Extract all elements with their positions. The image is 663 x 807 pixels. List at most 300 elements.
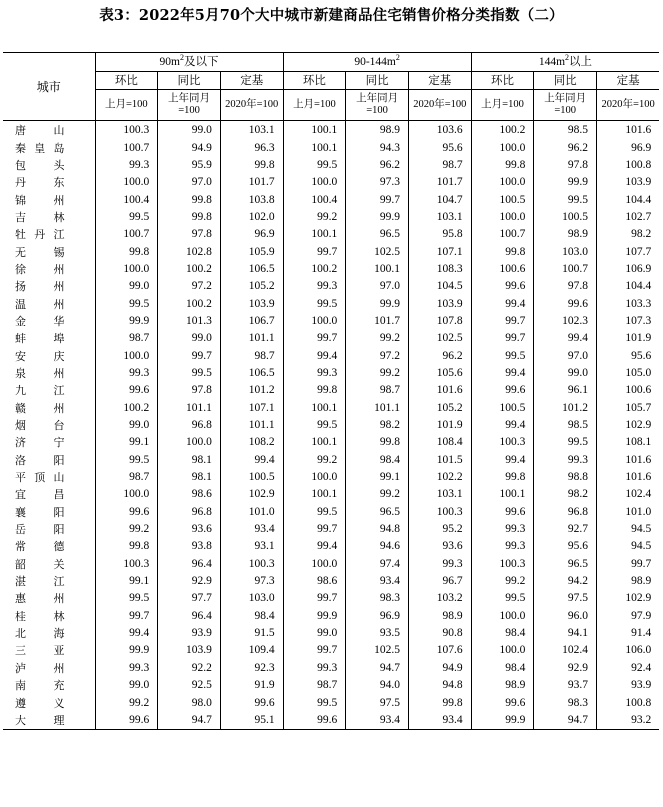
index-value-cell: 100.2: [158, 295, 221, 312]
index-value-cell: 99.5: [283, 157, 346, 174]
base-header-mom: 上月=100: [283, 90, 346, 121]
index-value-cell: 99.1: [346, 469, 409, 486]
city-name-cell: 扬州: [3, 278, 95, 295]
index-value-cell: 105.2: [408, 400, 471, 417]
index-value-cell: 94.5: [597, 538, 660, 555]
city-name-cell: 宜昌: [3, 486, 95, 503]
index-value-cell: 97.0: [158, 174, 221, 191]
index-value-cell: 99.2: [95, 521, 158, 538]
sub-header-yoy: 同比: [346, 72, 409, 90]
index-value-cell: 96.9: [597, 139, 660, 156]
index-value-cell: 104.7: [408, 191, 471, 208]
table-row: [3, 694, 659, 711]
table-header: [3, 53, 659, 121]
city-name-cell: 九江: [3, 382, 95, 399]
index-value-cell: 103.2: [408, 590, 471, 607]
index-value-cell: 103.0: [534, 243, 597, 260]
table-row: [3, 504, 659, 521]
index-value-cell: 107.1: [408, 243, 471, 260]
index-value-cell: 93.2: [597, 712, 660, 730]
index-value-cell: 93.4: [220, 521, 283, 538]
index-value-cell: 99.3: [95, 660, 158, 677]
index-value-cell: 107.3: [597, 313, 660, 330]
index-value-cell: 95.9: [158, 157, 221, 174]
index-value-cell: 106.9: [597, 261, 660, 278]
city-name-cell: 赣州: [3, 400, 95, 417]
city-name-cell: 温州: [3, 295, 95, 312]
index-value-cell: 99.3: [95, 157, 158, 174]
index-value-cell: 92.9: [158, 573, 221, 590]
index-value-cell: 103.1: [408, 486, 471, 503]
index-value-cell: 99.8: [220, 157, 283, 174]
index-value-cell: 100.3: [408, 504, 471, 521]
index-value-cell: 100.0: [471, 642, 534, 659]
index-value-cell: 108.4: [408, 434, 471, 451]
index-value-cell: 99.6: [534, 295, 597, 312]
table-row: [3, 677, 659, 694]
index-value-cell: 95.8: [408, 226, 471, 243]
index-value-cell: 100.3: [220, 556, 283, 573]
city-name-cell: 南充: [3, 677, 95, 694]
index-value-cell: 101.1: [158, 400, 221, 417]
index-value-cell: 102.7: [597, 209, 660, 226]
index-value-cell: 99.0: [158, 330, 221, 347]
sub-header-fixed-base: 定基: [597, 72, 660, 90]
city-name-cell: 惠州: [3, 590, 95, 607]
index-value-cell: 96.2: [534, 139, 597, 156]
index-value-cell: 99.4: [471, 417, 534, 434]
index-value-cell: 99.9: [534, 174, 597, 191]
index-value-cell: 97.0: [534, 347, 597, 364]
index-value-cell: 99.6: [95, 712, 158, 730]
index-value-cell: 98.1: [158, 469, 221, 486]
index-value-cell: 102.3: [534, 313, 597, 330]
index-value-cell: 105.7: [597, 400, 660, 417]
index-value-cell: 99.7: [283, 521, 346, 538]
index-value-cell: 96.4: [158, 556, 221, 573]
city-name-cell: 丹东: [3, 174, 95, 191]
index-value-cell: 97.9: [597, 608, 660, 625]
index-value-cell: 103.9: [220, 295, 283, 312]
index-value-cell: 101.2: [220, 382, 283, 399]
index-value-cell: 100.3: [471, 434, 534, 451]
index-value-cell: 100.2: [95, 400, 158, 417]
index-value-cell: 99.0: [95, 677, 158, 694]
index-value-cell: 99.5: [95, 590, 158, 607]
index-value-cell: 106.5: [220, 365, 283, 382]
table-row: [3, 295, 659, 312]
index-value-cell: 101.0: [220, 504, 283, 521]
city-name-cell: 平顶山: [3, 469, 95, 486]
index-value-cell: 99.2: [471, 573, 534, 590]
table-row: [3, 608, 659, 625]
index-value-cell: 98.7: [408, 157, 471, 174]
index-value-cell: 100.6: [471, 261, 534, 278]
city-name-cell: 洛阳: [3, 452, 95, 469]
price-index-table-container: [3, 52, 659, 730]
table-row: [3, 556, 659, 573]
index-value-cell: 99.5: [534, 191, 597, 208]
index-value-cell: 100.6: [597, 382, 660, 399]
index-value-cell: 98.5: [534, 121, 597, 140]
index-value-cell: 98.9: [408, 608, 471, 625]
city-name-cell: 北海: [3, 625, 95, 642]
index-value-cell: 100.0: [471, 174, 534, 191]
index-value-cell: 97.5: [346, 694, 409, 711]
table-row: [3, 434, 659, 451]
index-value-cell: 101.6: [408, 382, 471, 399]
index-value-cell: 96.8: [158, 417, 221, 434]
city-name-cell: 无锡: [3, 243, 95, 260]
index-value-cell: 94.8: [408, 677, 471, 694]
index-value-cell: 100.0: [95, 486, 158, 503]
index-value-cell: 105.2: [220, 278, 283, 295]
table-row: [3, 121, 659, 140]
group-header-large: $144m^2$以上: [471, 53, 659, 72]
index-value-cell: 100.0: [283, 556, 346, 573]
index-value-cell: 93.9: [158, 625, 221, 642]
index-value-cell: 100.4: [283, 191, 346, 208]
index-value-cell: 101.3: [158, 313, 221, 330]
index-value-cell: 108.1: [597, 434, 660, 451]
index-value-cell: 107.7: [597, 243, 660, 260]
index-value-cell: 99.5: [95, 209, 158, 226]
index-value-cell: 95.1: [220, 712, 283, 730]
index-value-cell: 94.5: [597, 521, 660, 538]
index-value-cell: 92.9: [534, 660, 597, 677]
index-value-cell: 100.7: [471, 226, 534, 243]
index-value-cell: 100.0: [471, 139, 534, 156]
index-value-cell: 99.6: [283, 712, 346, 730]
index-value-cell: 100.0: [158, 434, 221, 451]
index-value-cell: 102.9: [597, 417, 660, 434]
index-value-cell: 99.2: [283, 452, 346, 469]
group-header-medium: $90-144m^2$: [283, 53, 471, 72]
index-value-cell: 97.2: [158, 278, 221, 295]
index-value-cell: 98.1: [158, 452, 221, 469]
city-name-cell: 锦州: [3, 191, 95, 208]
city-name-cell: 襄阳: [3, 504, 95, 521]
index-value-cell: 99.7: [158, 347, 221, 364]
index-value-cell: 99.2: [346, 486, 409, 503]
index-value-cell: 103.9: [597, 174, 660, 191]
index-value-cell: 99.6: [95, 504, 158, 521]
index-value-cell: 101.1: [220, 417, 283, 434]
index-value-cell: 96.8: [534, 504, 597, 521]
index-value-cell: 101.2: [534, 400, 597, 417]
table-row: [3, 417, 659, 434]
index-value-cell: 97.8: [158, 226, 221, 243]
index-value-cell: 100.1: [283, 226, 346, 243]
index-value-cell: 92.5: [158, 677, 221, 694]
index-value-cell: 98.8: [534, 469, 597, 486]
index-value-cell: 98.7: [95, 469, 158, 486]
index-value-cell: 106.0: [597, 642, 660, 659]
table-row: [3, 469, 659, 486]
index-value-cell: 99.5: [534, 434, 597, 451]
table-row: [3, 642, 659, 659]
table-row: [3, 191, 659, 208]
index-value-cell: 100.1: [283, 121, 346, 140]
index-value-cell: 99.5: [283, 295, 346, 312]
index-value-cell: 95.6: [597, 347, 660, 364]
index-value-cell: 104.5: [408, 278, 471, 295]
index-value-cell: 103.1: [220, 121, 283, 140]
index-value-cell: 101.9: [597, 330, 660, 347]
index-value-cell: 100.0: [471, 608, 534, 625]
index-value-cell: 99.6: [95, 382, 158, 399]
index-value-cell: 98.5: [534, 417, 597, 434]
index-value-cell: 100.5: [220, 469, 283, 486]
index-value-cell: 96.2: [346, 157, 409, 174]
index-value-cell: 96.3: [220, 139, 283, 156]
index-value-cell: 101.7: [408, 174, 471, 191]
index-value-cell: 100.3: [471, 556, 534, 573]
index-value-cell: 97.5: [534, 590, 597, 607]
index-value-cell: 100.2: [471, 121, 534, 140]
index-value-cell: 99.7: [283, 243, 346, 260]
index-value-cell: 97.8: [158, 382, 221, 399]
index-value-cell: 99.4: [283, 347, 346, 364]
index-value-cell: 109.4: [220, 642, 283, 659]
sub-header-fixed-base: 定基: [408, 72, 471, 90]
index-value-cell: 99.8: [158, 209, 221, 226]
index-value-cell: 98.2: [346, 417, 409, 434]
table-row: [3, 625, 659, 642]
table-row: [3, 590, 659, 607]
index-value-cell: 99.5: [283, 417, 346, 434]
index-value-cell: 99.8: [158, 191, 221, 208]
index-value-cell: 99.8: [95, 243, 158, 260]
index-value-cell: 104.4: [597, 191, 660, 208]
index-value-cell: 102.4: [597, 486, 660, 503]
city-name-cell: 吉林: [3, 209, 95, 226]
index-value-cell: 99.9: [346, 295, 409, 312]
index-value-cell: 93.4: [408, 712, 471, 730]
table-row: [3, 226, 659, 243]
city-name-cell: 徐州: [3, 261, 95, 278]
index-value-cell: 100.0: [283, 174, 346, 191]
index-value-cell: 99.0: [95, 278, 158, 295]
index-value-cell: 99.4: [283, 538, 346, 555]
sub-header-mom: 环比: [95, 72, 158, 90]
index-value-cell: 99.5: [471, 347, 534, 364]
index-value-cell: 99.3: [408, 556, 471, 573]
city-name-cell: 安庆: [3, 347, 95, 364]
index-value-cell: 102.0: [220, 209, 283, 226]
index-value-cell: 100.1: [471, 486, 534, 503]
index-value-cell: 108.3: [408, 261, 471, 278]
index-value-cell: 99.2: [346, 330, 409, 347]
index-value-cell: 94.2: [534, 573, 597, 590]
index-value-cell: 99.3: [283, 660, 346, 677]
city-name-cell: 三亚: [3, 642, 95, 659]
index-value-cell: 94.9: [408, 660, 471, 677]
index-value-cell: 101.6: [597, 469, 660, 486]
index-value-cell: 99.6: [471, 278, 534, 295]
sub-header-mom: 环比: [283, 72, 346, 90]
index-value-cell: 100.5: [471, 191, 534, 208]
index-value-cell: 96.0: [534, 608, 597, 625]
table-row: [3, 174, 659, 191]
sub-header-yoy: 同比: [158, 72, 221, 90]
city-name-cell: 牡丹江: [3, 226, 95, 243]
index-value-cell: 99.7: [471, 313, 534, 330]
index-value-cell: 99.5: [95, 452, 158, 469]
index-value-cell: 99.3: [283, 278, 346, 295]
index-value-cell: 94.0: [346, 677, 409, 694]
index-value-cell: 99.9: [95, 642, 158, 659]
index-value-cell: 99.8: [471, 469, 534, 486]
index-value-cell: 99.0: [534, 365, 597, 382]
city-name-cell: 湛江: [3, 573, 95, 590]
base-header-fixed-base: 2020年=100: [597, 90, 660, 121]
index-value-cell: 93.6: [158, 521, 221, 538]
index-value-cell: 99.0: [283, 625, 346, 642]
city-name-cell: 唐山: [3, 121, 95, 140]
city-name-cell: 泸州: [3, 660, 95, 677]
index-value-cell: 99.9: [283, 608, 346, 625]
index-value-cell: 94.7: [534, 712, 597, 730]
index-value-cell: 92.2: [158, 660, 221, 677]
index-value-cell: 104.4: [597, 278, 660, 295]
index-value-cell: 93.1: [220, 538, 283, 555]
index-value-cell: 101.6: [597, 121, 660, 140]
index-value-cell: 93.5: [346, 625, 409, 642]
index-value-cell: 103.0: [220, 590, 283, 607]
index-value-cell: 99.4: [534, 330, 597, 347]
index-value-cell: 91.5: [220, 625, 283, 642]
index-value-cell: 108.2: [220, 434, 283, 451]
index-value-cell: 105.6: [408, 365, 471, 382]
table-row: [3, 365, 659, 382]
index-value-cell: 99.3: [283, 365, 346, 382]
index-value-cell: 100.0: [95, 347, 158, 364]
table-row: [3, 660, 659, 677]
index-value-cell: 105.0: [597, 365, 660, 382]
index-value-cell: 102.9: [220, 486, 283, 503]
index-value-cell: 100.7: [95, 139, 158, 156]
index-value-cell: 98.9: [534, 226, 597, 243]
index-value-cell: 102.9: [597, 590, 660, 607]
table-row: [3, 452, 659, 469]
index-value-cell: 99.5: [158, 365, 221, 382]
index-value-cell: 102.5: [346, 642, 409, 659]
index-value-cell: 96.5: [346, 226, 409, 243]
index-value-cell: 98.6: [158, 486, 221, 503]
index-value-cell: 99.5: [283, 504, 346, 521]
index-value-cell: 98.2: [597, 226, 660, 243]
index-value-cell: 94.7: [346, 660, 409, 677]
index-value-cell: 99.8: [408, 694, 471, 711]
city-name-cell: 韶关: [3, 556, 95, 573]
index-value-cell: 93.6: [408, 538, 471, 555]
index-value-cell: 101.7: [346, 313, 409, 330]
index-value-cell: 105.9: [220, 243, 283, 260]
city-name-cell: 岳阳: [3, 521, 95, 538]
index-value-cell: 98.4: [471, 625, 534, 642]
city-name-cell: 包头: [3, 157, 95, 174]
index-value-cell: 96.1: [534, 382, 597, 399]
index-value-cell: 99.7: [95, 608, 158, 625]
index-value-cell: 102.2: [408, 469, 471, 486]
index-value-cell: 103.1: [408, 209, 471, 226]
index-value-cell: 94.9: [158, 139, 221, 156]
index-value-cell: 100.1: [283, 486, 346, 503]
index-value-cell: 99.7: [283, 590, 346, 607]
index-value-cell: 102.4: [534, 642, 597, 659]
index-value-cell: 96.7: [408, 573, 471, 590]
index-value-cell: 96.5: [346, 504, 409, 521]
index-value-cell: 100.7: [95, 226, 158, 243]
index-value-cell: 99.9: [471, 712, 534, 730]
index-value-cell: 99.5: [471, 590, 534, 607]
index-value-cell: 102.5: [408, 330, 471, 347]
base-header-yoy: 上年同月=100: [346, 90, 409, 121]
index-value-cell: 98.9: [597, 573, 660, 590]
base-header-fixed-base: 2020年=100: [220, 90, 283, 121]
index-value-cell: 96.2: [408, 347, 471, 364]
index-value-cell: 96.9: [346, 608, 409, 625]
index-value-cell: 97.7: [158, 590, 221, 607]
index-value-cell: 99.4: [471, 295, 534, 312]
index-value-cell: 99.3: [534, 452, 597, 469]
index-value-cell: 103.9: [158, 642, 221, 659]
index-value-cell: 98.4: [346, 452, 409, 469]
index-value-cell: 93.9: [597, 677, 660, 694]
index-value-cell: 95.2: [408, 521, 471, 538]
index-value-cell: 93.4: [346, 712, 409, 730]
index-value-cell: 106.7: [220, 313, 283, 330]
index-value-cell: 99.7: [283, 642, 346, 659]
index-value-cell: 94.8: [346, 521, 409, 538]
index-value-cell: 101.0: [597, 504, 660, 521]
index-value-cell: 99.8: [346, 434, 409, 451]
index-value-cell: 98.7: [346, 382, 409, 399]
index-value-cell: 100.0: [471, 209, 534, 226]
index-value-cell: 100.0: [283, 313, 346, 330]
index-value-cell: 97.0: [346, 278, 409, 295]
base-header-yoy: 上年同月=100: [534, 90, 597, 121]
index-value-cell: 99.5: [283, 694, 346, 711]
index-value-cell: 99.4: [95, 625, 158, 642]
index-value-cell: 99.2: [283, 209, 346, 226]
index-value-cell: 98.0: [158, 694, 221, 711]
index-value-cell: 96.5: [534, 556, 597, 573]
table-row: [3, 400, 659, 417]
index-value-cell: 99.2: [346, 365, 409, 382]
sub-header-fixed-base: 定基: [220, 72, 283, 90]
index-value-cell: 90.8: [408, 625, 471, 642]
index-value-cell: 97.3: [220, 573, 283, 590]
table-row: [3, 347, 659, 364]
index-value-cell: 103.9: [408, 295, 471, 312]
index-value-cell: 96.4: [158, 608, 221, 625]
index-value-cell: 98.9: [471, 677, 534, 694]
index-value-cell: 94.6: [346, 538, 409, 555]
index-value-cell: 102.8: [158, 243, 221, 260]
index-value-cell: 103.3: [597, 295, 660, 312]
index-value-cell: 97.4: [346, 556, 409, 573]
index-value-cell: 96.9: [220, 226, 283, 243]
index-value-cell: 103.6: [408, 121, 471, 140]
index-value-cell: 99.6: [471, 694, 534, 711]
index-value-cell: 99.8: [95, 538, 158, 555]
index-value-cell: 99.3: [95, 365, 158, 382]
table-row: [3, 382, 659, 399]
index-value-cell: 99.0: [95, 417, 158, 434]
price-index-table: [3, 52, 659, 730]
